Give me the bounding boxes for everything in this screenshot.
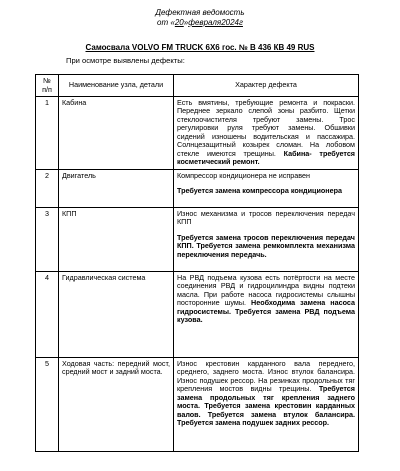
vehicle-heading: Самосвала VOLVO FM TRUCK 6X6 гос. № В 436 КВ 49 RUS: [85, 43, 315, 52]
table-row: [36, 271, 359, 357]
date-mid1: »: [183, 18, 189, 27]
header-defect: Характер дефекта: [174, 75, 359, 97]
table-row: [36, 207, 359, 271]
row-defect: [174, 97, 359, 170]
row-num: 3: [36, 207, 59, 271]
defect-text: Износ крестовин карданного вала переднего, среднего, заднего моста. Износ втулок балансира. Износ подушек рессор. На резинках продольных тяг крепления мостов видны трещины.: [177, 358, 355, 394]
document-title: Дефектная ведомость: [155, 8, 245, 17]
row-name: Ходовая часть: передний мост, средний мост и задний моста.: [59, 357, 174, 451]
row-defect: [174, 207, 359, 271]
defect-conclusion: Требуется замена продольных тяг крепления заднего моста. Требуется замена крестовин карданных валов. Требуется замена втулок балансира. Требуется замена подушек задних рессор.: [177, 384, 355, 428]
date-year: 2024г: [221, 18, 243, 27]
date-day: 20: [174, 18, 184, 27]
table-row: [36, 357, 359, 451]
intro-text: При осмотре выявлены дефекты:: [66, 56, 185, 65]
row-defect: [174, 169, 359, 207]
row-num: 4: [36, 271, 59, 357]
document-date: [0, 18, 400, 27]
header-name: Наименование узла, детали: [59, 75, 174, 97]
defect-conclusion: Требуется замена компрессора кондиционера: [177, 186, 342, 196]
defect-text: На РВД подъема кузова есть потёртости на месте соединения РВД и гидроцилиндра видны подтеки масла. При работе насоса гидросистемы слышны посторонние шумы.: [177, 272, 355, 308]
defect-conclusion: Кабина- требуется косметический ремонт.: [177, 148, 356, 167]
defect-text: Компрессор кондиционера не исправен: [177, 170, 310, 180]
date-month: февраля: [188, 18, 222, 27]
row-name: Гидравлическая система: [59, 271, 174, 357]
table-row: [36, 97, 359, 170]
row-num: 2: [36, 169, 59, 207]
defects-table: [35, 74, 359, 452]
row-defect: [174, 271, 359, 357]
row-num: 1: [36, 97, 59, 170]
defect-conclusion: Требуется замена тросов переключения передач КПП. Требуется замена ремкомплекта механизма переключения передачь.: [177, 232, 355, 259]
defect-conclusion: Необходима замена насоса гидросистемы. Требуется замена РВД подъема кузова.: [177, 298, 355, 325]
defect-text: Износ механизма и тросов переключения передач КПП: [177, 208, 355, 227]
date-prefix: от «: [157, 18, 175, 27]
defect-text: Есть вмятины, требующие ремонта и покраски. Переднее зеркало слепой зоны разбито. Щетки стеклоочистителя требуют замены. Трос регулировки руля требуют замены. Обшивки сидений изношены водительская и пассажира. Солнцезащитный козырек сломан. На лобовом стекле имеются трещины.: [177, 98, 355, 158]
header-num: № п/п: [36, 75, 59, 97]
table-header-row: [36, 75, 359, 97]
row-name: КПП: [59, 207, 174, 271]
row-name: Кабина: [59, 97, 174, 170]
row-name: Двигатель: [59, 169, 174, 207]
row-num: 5: [36, 357, 59, 451]
table-row: [36, 169, 359, 207]
row-defect: [174, 357, 359, 451]
